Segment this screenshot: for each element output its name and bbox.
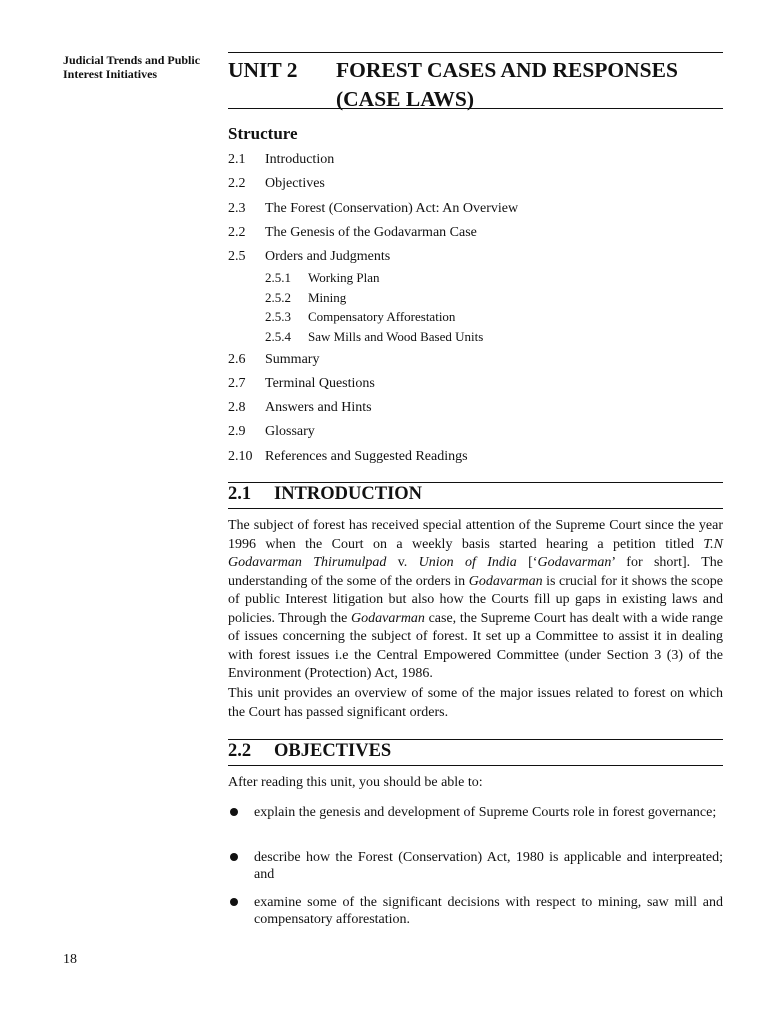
toc-item (228, 400, 372, 416)
toc-item-label: References and Suggested Readings (265, 449, 468, 464)
toc-subitem (265, 290, 346, 306)
toc-subitem (265, 329, 483, 345)
toc-subitem-label: Working Plan (308, 270, 380, 285)
toc-item-number: 2.2 (228, 225, 246, 240)
objective-bullet (228, 894, 723, 928)
toc-item-label: Introduction (265, 152, 335, 167)
section-number: 2.1 (228, 484, 252, 504)
unit-heading-top-rule (228, 52, 723, 53)
toc-subitem-label: Compensatory Afforestation (308, 309, 456, 324)
toc-item-label: Orders and Judgments (265, 249, 391, 264)
toc-item-label: Summary (265, 352, 320, 367)
intro-text: is crucial for it shows the scope of public Interest litigation but also how the Courts fill up gaps in existing laws and policies. Through the (228, 573, 723, 626)
toc-item-number: 2.9 (228, 424, 246, 439)
toc-subitem (265, 309, 455, 325)
section-title: INTRODUCTION (274, 484, 423, 504)
toc-item-label: The Forest (Conservation) Act: An Overview (265, 201, 519, 216)
bullet-icon (230, 898, 238, 906)
toc-item-number: 2.2 (228, 176, 246, 191)
intro-text: [‘ (516, 555, 538, 570)
toc-item (228, 152, 334, 168)
toc-item (228, 352, 319, 368)
unit-title: FOREST CASES AND RESPONSES (CASE LAWS) (336, 58, 678, 111)
section-number: 2.2 (228, 741, 252, 761)
case-name-text: Union of India (418, 555, 517, 570)
objective-bullet (228, 849, 723, 883)
toc-item-number: 2.3 (228, 201, 246, 216)
toc-item (228, 249, 390, 265)
objectives-lead: After reading this unit, you should be able to: (228, 775, 483, 790)
toc-item (228, 201, 518, 217)
toc-subitem-number: 2.5.3 (265, 309, 291, 324)
section-heading-introduction (228, 484, 422, 505)
page-number: 18 (63, 952, 77, 967)
toc-item (228, 225, 477, 241)
section-top-rule (228, 739, 723, 740)
intro-text: v. (386, 555, 419, 570)
intro-text: ’ for short]. The understanding of the some of the orders in (228, 555, 723, 589)
objective-text: examine some of the significant decisions with respect to mining, saw mill and compensatory afforestation. (254, 895, 723, 927)
toc-item (228, 424, 315, 440)
toc-item-label: Objectives (265, 176, 325, 191)
intro-text: The subject of forest has received special attention of the Supreme Court since the year 1996 when the Court on a weekly basis started hearing a petition titled (228, 518, 723, 552)
toc-item-label: Terminal Questions (265, 376, 375, 391)
intro-paragraph-2: This unit provides an overview of some of the major issues related to forest on which the Court has passed significant orders. (228, 686, 723, 720)
case-name-text: Godavarman (351, 610, 425, 626)
toc-item-label: The Genesis of the Godavarman Case (265, 225, 477, 240)
toc-subitem-number: 2.5.1 (265, 270, 291, 285)
section-heading-objectives (228, 741, 391, 762)
section-top-rule (228, 482, 723, 483)
intro-paragraph-1 (228, 517, 723, 684)
objective-text: explain the genesis and development of Supreme Courts role in forest governance; (254, 805, 717, 820)
toc-item-label: Answers and Hints (265, 400, 372, 415)
toc-item (228, 376, 375, 392)
objective-text: describe how the Forest (Conservation) Act, 1980 is applicable and interpreated; and (254, 850, 723, 882)
unit-number: UNIT 2 (228, 58, 298, 82)
toc-item-number: 2.8 (228, 400, 246, 415)
toc-subitem-number: 2.5.2 (265, 290, 291, 305)
toc-item-number: 2.10 (228, 449, 253, 464)
section-bottom-rule (228, 508, 723, 509)
running-head: Judicial Trends and Public Interest Initiatives (63, 53, 201, 81)
toc-item-label: Glossary (265, 424, 315, 439)
case-name-text: Godavarman (468, 573, 543, 589)
toc-subitem-label: Mining (308, 290, 347, 305)
toc-item-number: 2.5 (228, 249, 246, 264)
intro-text: case, the Supreme Court has dealt with a wide range of issues concerning the subject of forest. It set up a Committee to assist it in dealing with forest issues i.e the Central Empowered Committee (under Section 3 (3) of the Environment (Protection) Act, 1986. (228, 610, 724, 681)
structure-title: Structure (228, 124, 298, 143)
toc-item (228, 449, 468, 465)
toc-subitem-label: Saw Mills and Wood Based Units (308, 329, 484, 344)
unit-heading-bottom-rule (228, 108, 723, 109)
case-name-text: T.N Godavarman Thirumulpad (228, 536, 723, 570)
bullet-icon (230, 808, 238, 816)
objective-bullet (228, 804, 723, 821)
section-title: OBJECTIVES (274, 741, 392, 761)
bullet-icon (230, 853, 238, 861)
toc-subitem (265, 270, 380, 286)
toc-subitem-number: 2.5.4 (265, 329, 291, 344)
section-bottom-rule (228, 765, 723, 766)
case-name-text: Godavarman (537, 555, 612, 570)
toc-item (228, 176, 325, 192)
toc-item-number: 2.7 (228, 376, 246, 391)
toc-item-number: 2.6 (228, 352, 246, 367)
toc-item-number: 2.1 (228, 152, 246, 167)
